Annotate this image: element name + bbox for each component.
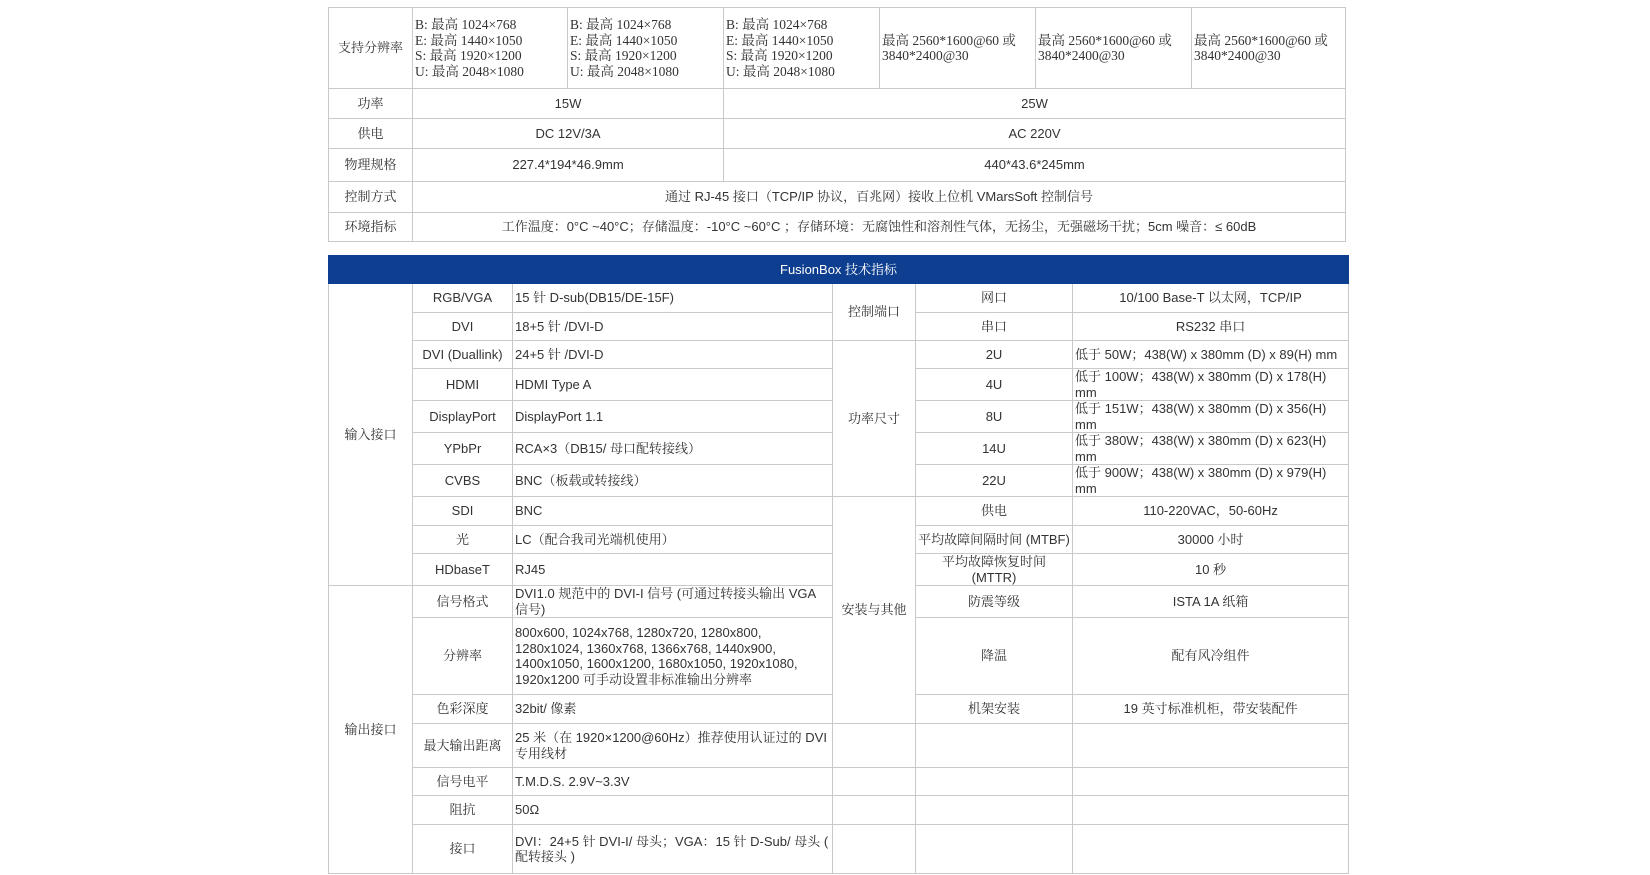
empty-cell (916, 825, 1073, 874)
input-name: DVI (413, 313, 513, 341)
output-value: DVI：24+5 针 DVI-I/ 母头；VGA：15 针 D-Sub/ 母头 ( 配转接头 ) (513, 825, 833, 874)
power-value: 低于 50W；438(W) x 380mm (D) x 89(H) mm (1073, 341, 1349, 369)
control-value: 通过 RJ-45 接口（TCP/IP 协议，百兆网）接收上位机 VMarsSoft 控制信号 (413, 182, 1346, 213)
install-value: 110-220VAC，50-60Hz (1073, 497, 1349, 526)
control-group-label: 控制端口 (833, 284, 916, 341)
output-name: 接口 (413, 825, 513, 874)
input-name: 光 (413, 526, 513, 554)
control-name: 串口 (916, 313, 1073, 341)
fusionbox-spec-table (328, 255, 1349, 874)
resolution-cell: 最高 2560*1600@60 或 3840*2400@30 (880, 8, 1036, 89)
empty-cell (833, 825, 916, 874)
input-value: BNC（板载或转接线） (513, 465, 833, 497)
install-name: 降温 (916, 618, 1073, 695)
empty-cell (1073, 724, 1349, 768)
install-name: 机架安装 (916, 695, 1073, 724)
input-name: SDI (413, 497, 513, 526)
input-name: DisplayPort (413, 401, 513, 433)
supply-label: 供电 (329, 119, 413, 149)
table-row (329, 724, 1349, 768)
size-value-a: 227.4*194*46.9mm (413, 149, 724, 182)
output-name: 阻抗 (413, 796, 513, 825)
input-value: HDMI Type A (513, 369, 833, 401)
output-value: T.M.D.S. 2.9V~3.3V (513, 768, 833, 796)
table-row (329, 341, 1349, 369)
control-row (329, 182, 1346, 213)
output-name: 色彩深度 (413, 695, 513, 724)
install-name: 平均故障间隔时间 (MTBF) (916, 526, 1073, 554)
fusionbox-header-row (329, 256, 1349, 284)
power-value-a: 15W (413, 89, 724, 119)
empty-cell (1073, 825, 1349, 874)
empty-cell (833, 768, 916, 796)
install-value: 10 秒 (1073, 554, 1349, 586)
install-name: 平均故障恢复时间 (MTTR) (916, 554, 1073, 586)
supply-value-a: DC 12V/3A (413, 119, 724, 149)
empty-cell (833, 724, 916, 768)
input-value: RCA×3（DB15/ 母口配转接线） (513, 433, 833, 465)
env-label: 环境指标 (329, 213, 413, 242)
power-value: 低于 100W；438(W) x 380mm (D) x 178(H) mm (1073, 369, 1349, 401)
input-value: 24+5 针 /DVI-D (513, 341, 833, 369)
input-value: LC（配合我司光端机使用） (513, 526, 833, 554)
input-name: HDbaseT (413, 554, 513, 586)
install-group-label: 安装与其他 (833, 497, 916, 724)
power-value: 低于 151W；438(W) x 380mm (D) x 356(H) mm (1073, 401, 1349, 433)
power-value: 低于 900W；438(W) x 380mm (D) x 979(H) mm (1073, 465, 1349, 497)
table-row (329, 497, 1349, 526)
input-group-label: 输入接口 (329, 284, 413, 586)
power-group-label: 功率尺寸 (833, 341, 916, 497)
control-value: 10/100 Base-T 以太网，TCP/IP (1073, 284, 1349, 313)
output-value: 25 米（在 1920×1200@60Hz）推荐使用认证过的 DVI 专用线材 (513, 724, 833, 768)
install-value: 19 英寸标准机柜，带安装配件 (1073, 695, 1349, 724)
input-value: DisplayPort 1.1 (513, 401, 833, 433)
input-name: YPbPr (413, 433, 513, 465)
empty-cell (833, 796, 916, 825)
output-group-label: 输出接口 (329, 586, 413, 874)
input-name: RGB/VGA (413, 284, 513, 313)
resolution-cell: 最高 2560*1600@60 或 3840*2400@30 (1036, 8, 1192, 89)
supply-row (329, 119, 1346, 149)
install-name: 供电 (916, 497, 1073, 526)
size-label: 物理规格 (329, 149, 413, 182)
resolution-cell: B: 最高 1024×768 E: 最高 1440×1050 S: 最高 1920×1200 U: 最高 2048×1080 (413, 8, 568, 89)
resolution-cell: B: 最高 1024×768 E: 最高 1440×1050 S: 最高 1920×1200 U: 最高 2048×1080 (568, 8, 724, 89)
output-name: 信号电平 (413, 768, 513, 796)
table-row (329, 825, 1349, 874)
install-value: 30000 小时 (1073, 526, 1349, 554)
size-value-b: 440*43.6*245mm (724, 149, 1346, 182)
output-name: 分辨率 (413, 618, 513, 695)
power-value: 低于 380W；438(W) x 380mm (D) x 623(H) mm (1073, 433, 1349, 465)
input-value: 15 针 D-sub(DB15/DE-15F) (513, 284, 833, 313)
install-value: ISTA 1A 纸箱 (1073, 586, 1349, 618)
power-label: 功率 (329, 89, 413, 119)
resolution-row (329, 8, 1346, 89)
output-name: 最大输出距离 (413, 724, 513, 768)
power-name: 14U (916, 433, 1073, 465)
output-value: DVI1.0 规范中的 DVI-I 信号 (可通过转接头输出 VGA 信号) (513, 586, 833, 618)
input-name: DVI (Duallink) (413, 341, 513, 369)
device-spec-table (328, 7, 1346, 242)
output-value: 800x600, 1024x768, 1280x720, 1280x800, 1280x1024, 1360x768, 1366x768, 1440x900, 1400x1050, 1600x1200, 1680x1050, 1920x1080, 1920x1200 可手动设置非标准输出分辨率 (513, 618, 833, 695)
output-value: 32bit/ 像素 (513, 695, 833, 724)
empty-cell (916, 724, 1073, 768)
output-name: 信号格式 (413, 586, 513, 618)
install-value: 配有风冷组件 (1073, 618, 1349, 695)
input-value: BNC (513, 497, 833, 526)
resolution-cell: 最高 2560*1600@60 或 3840*2400@30 (1192, 8, 1346, 89)
env-row (329, 213, 1346, 242)
table-row (329, 796, 1349, 825)
fusionbox-title: FusionBox 技术指标 (329, 256, 1349, 284)
input-value: 18+5 针 /DVI-D (513, 313, 833, 341)
table-row (329, 768, 1349, 796)
empty-cell (1073, 768, 1349, 796)
resolution-cell: B: 最高 1024×768 E: 最高 1440×1050 S: 最高 1920×1200 U: 最高 2048×1080 (724, 8, 880, 89)
control-value: RS232 串口 (1073, 313, 1349, 341)
install-name: 防震等级 (916, 586, 1073, 618)
resolution-label: 支持分辨率 (329, 8, 413, 89)
control-name: 网口 (916, 284, 1073, 313)
table-row (329, 284, 1349, 313)
power-name: 2U (916, 341, 1073, 369)
control-label: 控制方式 (329, 182, 413, 213)
power-row (329, 89, 1346, 119)
power-name: 4U (916, 369, 1073, 401)
power-name: 8U (916, 401, 1073, 433)
env-value: 工作温度：0°C ~40°C；存储温度：-10°C ~60°C ；存储环境：无腐蚀性和溶剂性气体，无扬尘，无强磁场干扰；5cm 噪音：≤ 60dB (413, 213, 1346, 242)
empty-cell (916, 796, 1073, 825)
supply-value-b: AC 220V (724, 119, 1346, 149)
empty-cell (1073, 796, 1349, 825)
input-value: RJ45 (513, 554, 833, 586)
empty-cell (916, 768, 1073, 796)
output-value: 50Ω (513, 796, 833, 825)
size-row (329, 149, 1346, 182)
power-name: 22U (916, 465, 1073, 497)
input-name: CVBS (413, 465, 513, 497)
input-name: HDMI (413, 369, 513, 401)
power-value-b: 25W (724, 89, 1346, 119)
